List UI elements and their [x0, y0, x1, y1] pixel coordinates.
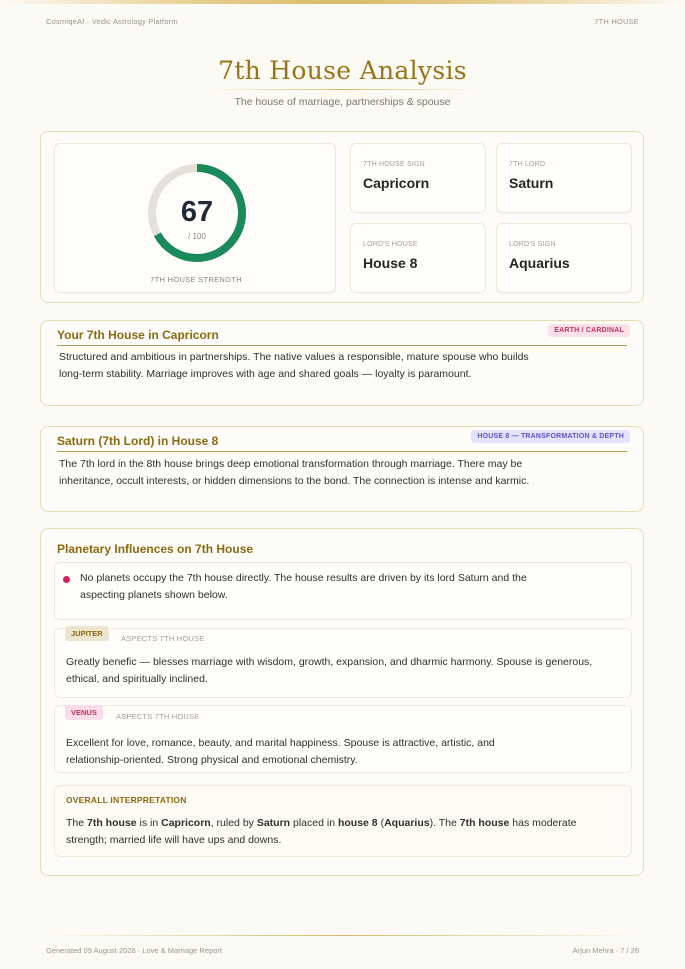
page-header — [46, 17, 639, 26]
sign-section-title: Your 7th House in Capricorn — [57, 328, 219, 342]
emphasis: Aquarius — [384, 817, 430, 829]
stat-label: LORD'S SIGN — [509, 241, 556, 248]
planet-tag-jupiter: JUPITER — [65, 626, 109, 641]
stat-card-lord — [496, 143, 632, 213]
brand-label: CosmiqeAI · Vedic Astrology Platform — [46, 17, 178, 26]
aspect-label: ASPECTS 7TH HOUSE — [121, 634, 205, 643]
text-line: Structured and ambitious in partnerships. The native values a responsible, mature spouse who builds — [59, 351, 529, 363]
stat-value: Aquarius — [509, 255, 570, 271]
aspect-description — [66, 735, 495, 769]
overall-text — [66, 815, 576, 849]
text-line: Greatly benefic — blesses marriage with wisdom, growth, expansion, and dharmic harmony. Spouse is generous, — [66, 656, 593, 668]
top-decorative-rule — [0, 0, 685, 4]
emphasis: 7th house — [87, 817, 137, 829]
text-line: inheritance, occult interests, or hidden dimensions to the bond. The connection is intense and karmic. — [59, 475, 530, 487]
text-run: ). The — [429, 817, 460, 829]
text-run: , ruled by — [210, 817, 257, 829]
section-underline — [57, 345, 627, 346]
text-line: strength; married life will have ups and downs. — [66, 834, 282, 846]
text-line: long-term stability. Marriage improves with age and shared goals — loyalty is paramount. — [59, 368, 472, 380]
note-text — [80, 570, 527, 604]
title-divider — [205, 89, 480, 90]
house-stats-panel — [40, 131, 644, 303]
footer-divider — [40, 935, 645, 936]
stat-card-lords-sign — [496, 223, 632, 293]
strength-score: 67 — [180, 196, 214, 228]
aspect-card-jupiter — [54, 628, 632, 698]
emphasis: house 8 — [337, 817, 378, 829]
aspect-card-venus — [54, 705, 632, 773]
text-line: aspecting planets shown below. — [80, 589, 228, 601]
stat-card-lords-house — [350, 223, 486, 293]
emphasis: Capricorn — [161, 817, 211, 829]
bullet-dot-icon — [63, 576, 70, 583]
text-line: The 7th lord in the 8th house brings deep emotional transformation through marriage. There may be — [59, 458, 523, 470]
lord-section — [40, 426, 644, 512]
stat-label: LORD'S HOUSE — [363, 241, 418, 248]
page-subtitle: The house of marriage, partnerships & spouse — [234, 96, 451, 108]
text-line: No planets occupy the 7th house directly. The house results are driven by its lord Saturn and the — [80, 572, 527, 584]
text-run: is in — [136, 817, 162, 829]
stat-card-house-sign — [350, 143, 486, 213]
text-line — [66, 815, 576, 832]
text-run: has moderate — [509, 817, 577, 829]
aspect-label: ASPECTS 7TH HOUSE — [116, 712, 200, 721]
influences-title: Planetary Influences on 7th House — [57, 542, 254, 556]
strength-max: / 100 — [188, 232, 206, 241]
sign-description — [59, 349, 529, 383]
generated-date: Generated 09 August 2026 · Love & Marriage Report — [46, 946, 222, 955]
overall-title: OVERALL INTERPRETATION — [66, 795, 187, 805]
page-number: Arjun Mehra · 7 / 26 — [572, 946, 639, 955]
text-run: The — [66, 817, 88, 829]
planet-tag-venus: VENUS — [65, 705, 103, 720]
strength-gauge-card — [54, 143, 336, 293]
lord-section-title: Saturn (7th Lord) in House 8 — [57, 434, 219, 448]
stat-value: Saturn — [509, 175, 554, 191]
overall-interpretation — [54, 785, 632, 857]
lord-description — [59, 456, 529, 490]
no-planets-note — [54, 562, 632, 620]
planetary-influences-section — [40, 528, 644, 876]
text-line: relationship-oriented. Strong physical and emotional chemistry. — [66, 754, 358, 766]
house-tag: HOUSE 8 — TRANSFORMATION & DEPTH — [471, 430, 630, 443]
emphasis: 7th house — [459, 817, 510, 829]
page-footer — [46, 946, 639, 955]
aspect-description — [66, 654, 592, 688]
element-tag: EARTH / CARDINAL — [548, 324, 630, 337]
section-label: 7TH HOUSE — [594, 17, 639, 26]
stat-value: House 8 — [363, 255, 418, 271]
text-run: ( — [377, 817, 385, 829]
page-title: 7th House Analysis — [218, 56, 467, 85]
text-run: placed in — [290, 817, 338, 829]
emphasis: Saturn — [256, 817, 291, 829]
text-line: ethical, and spiritually inclined. — [66, 673, 208, 685]
section-underline — [57, 451, 627, 452]
sign-section — [40, 320, 644, 406]
stat-label: 7TH LORD — [509, 161, 546, 168]
text-line: Excellent for love, romance, beauty, and marital happiness. Spouse is attractive, artistic, and — [66, 737, 495, 749]
stat-label: 7TH HOUSE SIGN — [363, 161, 425, 168]
stat-value: Capricorn — [363, 175, 430, 191]
strength-label: 7TH HOUSE STRENGTH — [150, 275, 242, 284]
